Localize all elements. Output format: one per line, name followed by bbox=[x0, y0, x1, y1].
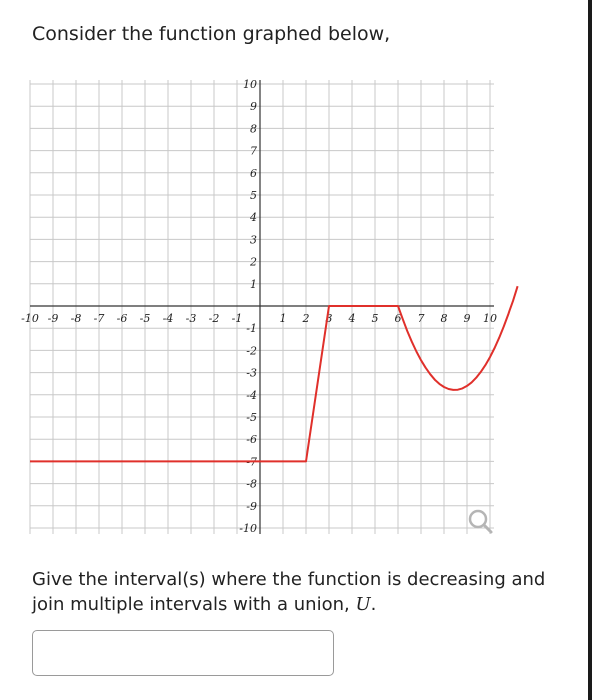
x-tick-label: -9 bbox=[47, 312, 59, 325]
x-tick-label: 2 bbox=[302, 312, 310, 325]
y-tick-label: 1 bbox=[250, 277, 257, 291]
prompt-text: Consider the function graphed below, bbox=[32, 23, 391, 45]
axes bbox=[30, 80, 494, 534]
y-tick-label: -5 bbox=[246, 411, 257, 424]
question-end: . bbox=[370, 594, 377, 615]
question-text bbox=[32, 567, 572, 617]
y-tick-label: -10 bbox=[239, 522, 257, 535]
y-tick-label: 4 bbox=[250, 211, 257, 225]
x-tick-label: -3 bbox=[185, 312, 197, 325]
y-tick-label: 7 bbox=[250, 144, 257, 158]
x-tick-label: -7 bbox=[93, 312, 105, 325]
x-tick-label: -6 bbox=[116, 312, 128, 325]
x-tick-label: 4 bbox=[348, 312, 356, 325]
y-tick-label: 3 bbox=[250, 233, 257, 247]
question-body: Give the interval(s) where the function is decreasing and join multiple intervals with a union, bbox=[32, 569, 546, 615]
x-tick-label: 5 bbox=[371, 312, 379, 325]
y-tick-label: -4 bbox=[246, 388, 257, 402]
x-tick-label: -10 bbox=[21, 312, 39, 325]
x-tick-label: 10 bbox=[483, 312, 497, 325]
y-tick-label: 6 bbox=[250, 166, 257, 180]
grid bbox=[30, 80, 494, 534]
x-tick-label: -4 bbox=[162, 312, 174, 325]
union-symbol: U bbox=[355, 594, 371, 615]
answer-input[interactable] bbox=[32, 630, 334, 676]
x-tick-label: 8 bbox=[440, 312, 448, 325]
y-tick-label: 10 bbox=[243, 78, 257, 91]
y-tick-label: 5 bbox=[250, 189, 257, 202]
x-tick-label: 3 bbox=[325, 312, 333, 325]
y-tick-label: -8 bbox=[246, 477, 257, 491]
x-tick-label: 6 bbox=[394, 312, 402, 325]
y-tick-label: 8 bbox=[250, 122, 257, 136]
y-tick-label: 9 bbox=[250, 100, 257, 114]
y-tick-label: -6 bbox=[246, 433, 257, 447]
y-tick-label: -9 bbox=[246, 499, 257, 513]
magnifier-icon[interactable] bbox=[470, 511, 491, 532]
x-tick-labels bbox=[21, 312, 497, 325]
x-tick-label: 1 bbox=[279, 312, 287, 325]
x-tick-label: -2 bbox=[208, 312, 220, 325]
y-tick-label: -7 bbox=[246, 455, 257, 469]
x-tick-label: -5 bbox=[139, 312, 151, 325]
y-tick-label: -2 bbox=[246, 344, 257, 358]
x-tick-label: -1 bbox=[231, 312, 243, 325]
y-tick-label: 2 bbox=[250, 255, 257, 269]
x-tick-label: -8 bbox=[70, 312, 82, 325]
x-tick-label: 7 bbox=[417, 312, 425, 325]
y-tick-label: -3 bbox=[246, 366, 257, 380]
page-right-border bbox=[588, 0, 592, 700]
y-tick-label: -1 bbox=[246, 322, 257, 336]
x-tick-label: 9 bbox=[463, 312, 471, 325]
